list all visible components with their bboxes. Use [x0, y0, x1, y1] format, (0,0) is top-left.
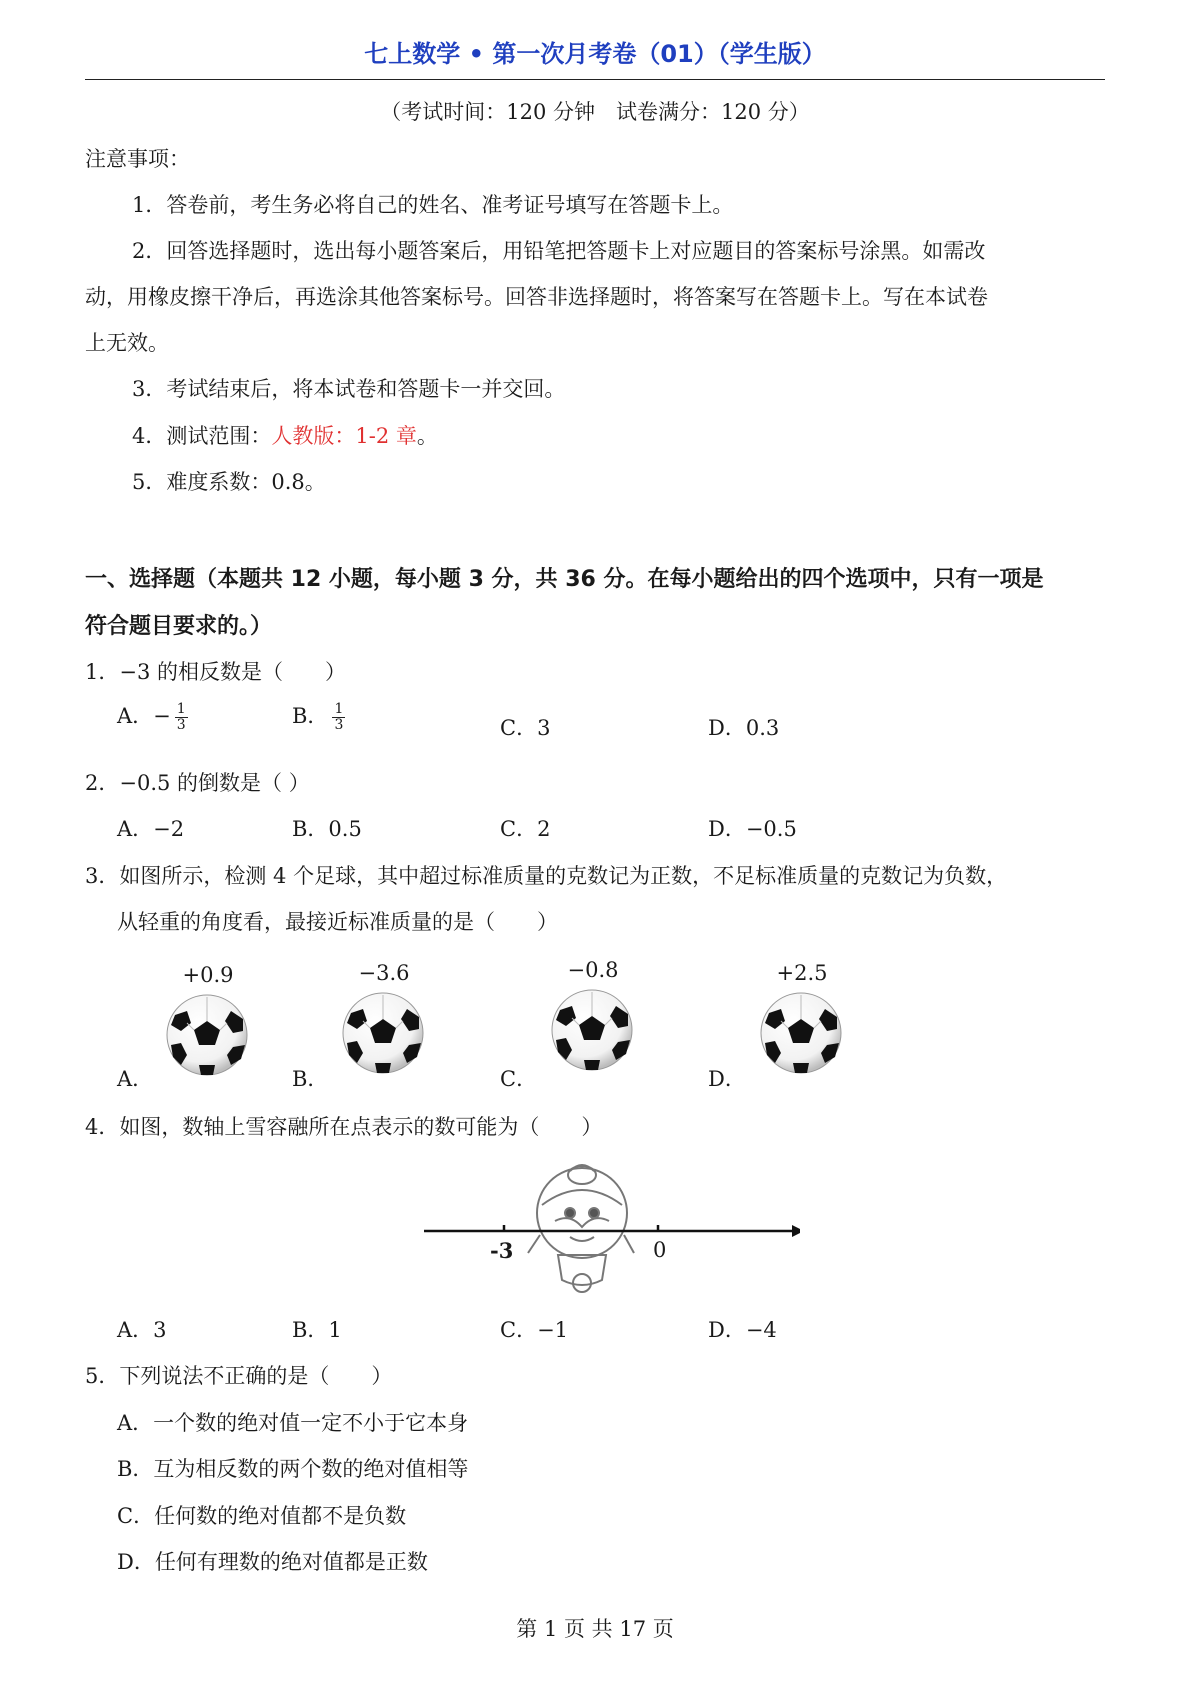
question-5-option-d: D．任何有理数的绝对值都是正数 [117, 1550, 428, 1574]
tick-label-neg3: -3 [490, 1238, 514, 1263]
question-5-stem: 5．下列说法不正确的是（ ） [85, 1364, 393, 1388]
note-item-3: 3．考试结束后，将本试卷和答题卡一并交回。 [132, 377, 566, 401]
question-3-stem-cont: 从轻重的角度看，最接近标准质量的是（ ） [117, 910, 558, 934]
soccer-ball-icon [341, 991, 427, 1077]
option-b-label: B． [292, 704, 329, 728]
note-item-1: 1．答卷前，考生务必将自己的姓名、准考证号填写在答题卡上。 [132, 193, 734, 217]
ball-value-d: +2.5 [776, 961, 828, 985]
question-3-option-b: B． [292, 1067, 329, 1091]
note-item-4 [132, 420, 438, 450]
fraction-b-denominator: 3 [334, 717, 344, 733]
question-4-option-a: A．3 [117, 1318, 167, 1342]
question-1-option-a [117, 700, 188, 733]
question-2-option-a: A．−2 [117, 817, 185, 841]
fraction-a-numerator: 1 [176, 701, 186, 717]
mascot-icon [528, 1165, 634, 1292]
question-1-option-d: D．0.3 [708, 716, 780, 740]
question-1-option-c: C．3 [500, 716, 551, 740]
question-1-option-b [292, 700, 345, 733]
tick-label-0: 0 [653, 1238, 667, 1262]
question-4-stem: 4．如图，数轴上雪容融所在点表示的数可能为（ ） [85, 1115, 603, 1139]
question-3-stem: 3．如图所示，检测 4 个足球，其中超过标准质量的克数记为正数，不足标准质量的克数记为负数， [85, 864, 1008, 888]
note-item-2: 2．回答选择题时，选出每小题答案后，用铅笔把答题卡上对应题目的答案标号涂黑。如需改 [132, 239, 986, 263]
note-item-4-prefix: 4．测试范围： [132, 424, 272, 448]
fraction-b [332, 702, 345, 733]
fraction-a [175, 702, 188, 733]
question-2-option-b: B．0.5 [292, 817, 362, 841]
ball-value-b: −3.6 [358, 961, 410, 985]
ball-value-c: −0.8 [567, 958, 619, 982]
section-heading: 一、选择题（本题共 12 小题，每小题 3 分，共 36 分。在每小题给出的四个选项中，只有一项是 [85, 567, 1044, 592]
note-item-4-suffix: 。 [416, 424, 438, 448]
question-4-option-b: B．1 [292, 1318, 342, 1342]
question-4-option-c: C．−1 [500, 1318, 569, 1342]
note-item-5: 5．难度系数：0.8。 [132, 470, 326, 494]
section-heading-cont: 符合题目要求的。） [85, 614, 273, 639]
fraction-a-denominator: 3 [176, 717, 186, 733]
question-2-stem: 2．−0.5 的倒数是（ ） [85, 771, 310, 795]
question-4-option-d: D．−4 [708, 1318, 777, 1342]
fraction-b-numerator: 1 [334, 701, 344, 717]
page-number: 第 1 页 共 17 页 [516, 1617, 674, 1641]
note-item-2-end: 上无效。 [85, 331, 169, 355]
test-scope-highlight: 人教版：1-2 章 [271, 424, 417, 448]
question-3-option-a: A． [117, 1067, 154, 1091]
exam-info: （考试时间：120 分钟 试卷满分：120 分） [380, 100, 810, 124]
question-3-option-d: D． [708, 1067, 746, 1091]
axis-arrow-icon [792, 1225, 800, 1237]
soccer-ball-icon [759, 991, 845, 1077]
number-line-figure [420, 1155, 800, 1295]
ball-value-a: +0.9 [182, 963, 234, 987]
question-2-option-c: C．2 [500, 817, 551, 841]
question-5-option-c: C．任何数的绝对值都不是负数 [117, 1504, 407, 1528]
header-divider [85, 79, 1105, 80]
option-a-label: A．− [117, 704, 171, 728]
question-3-option-c: C． [500, 1067, 538, 1091]
soccer-ball-icon [165, 993, 251, 1079]
soccer-ball-icon [550, 988, 636, 1074]
notes-heading: 注意事项： [85, 147, 190, 171]
note-item-2-cont: 动，用橡皮擦干净后，再选涂其他答案标号。回答非选择题时，将答案写在答题卡上。写在本试卷 [85, 285, 988, 309]
question-5-option-b: B．互为相反数的两个数的绝对值相等 [117, 1457, 469, 1481]
question-5-option-a: A．一个数的绝对值一定不小于它本身 [117, 1411, 469, 1435]
question-2-option-d: D．−0.5 [708, 817, 797, 841]
question-1-stem: 1．−3 的相反数是（ ） [85, 660, 346, 684]
page-title: 七上数学 • 第一次月考卷（01）（学生版） [364, 40, 826, 68]
